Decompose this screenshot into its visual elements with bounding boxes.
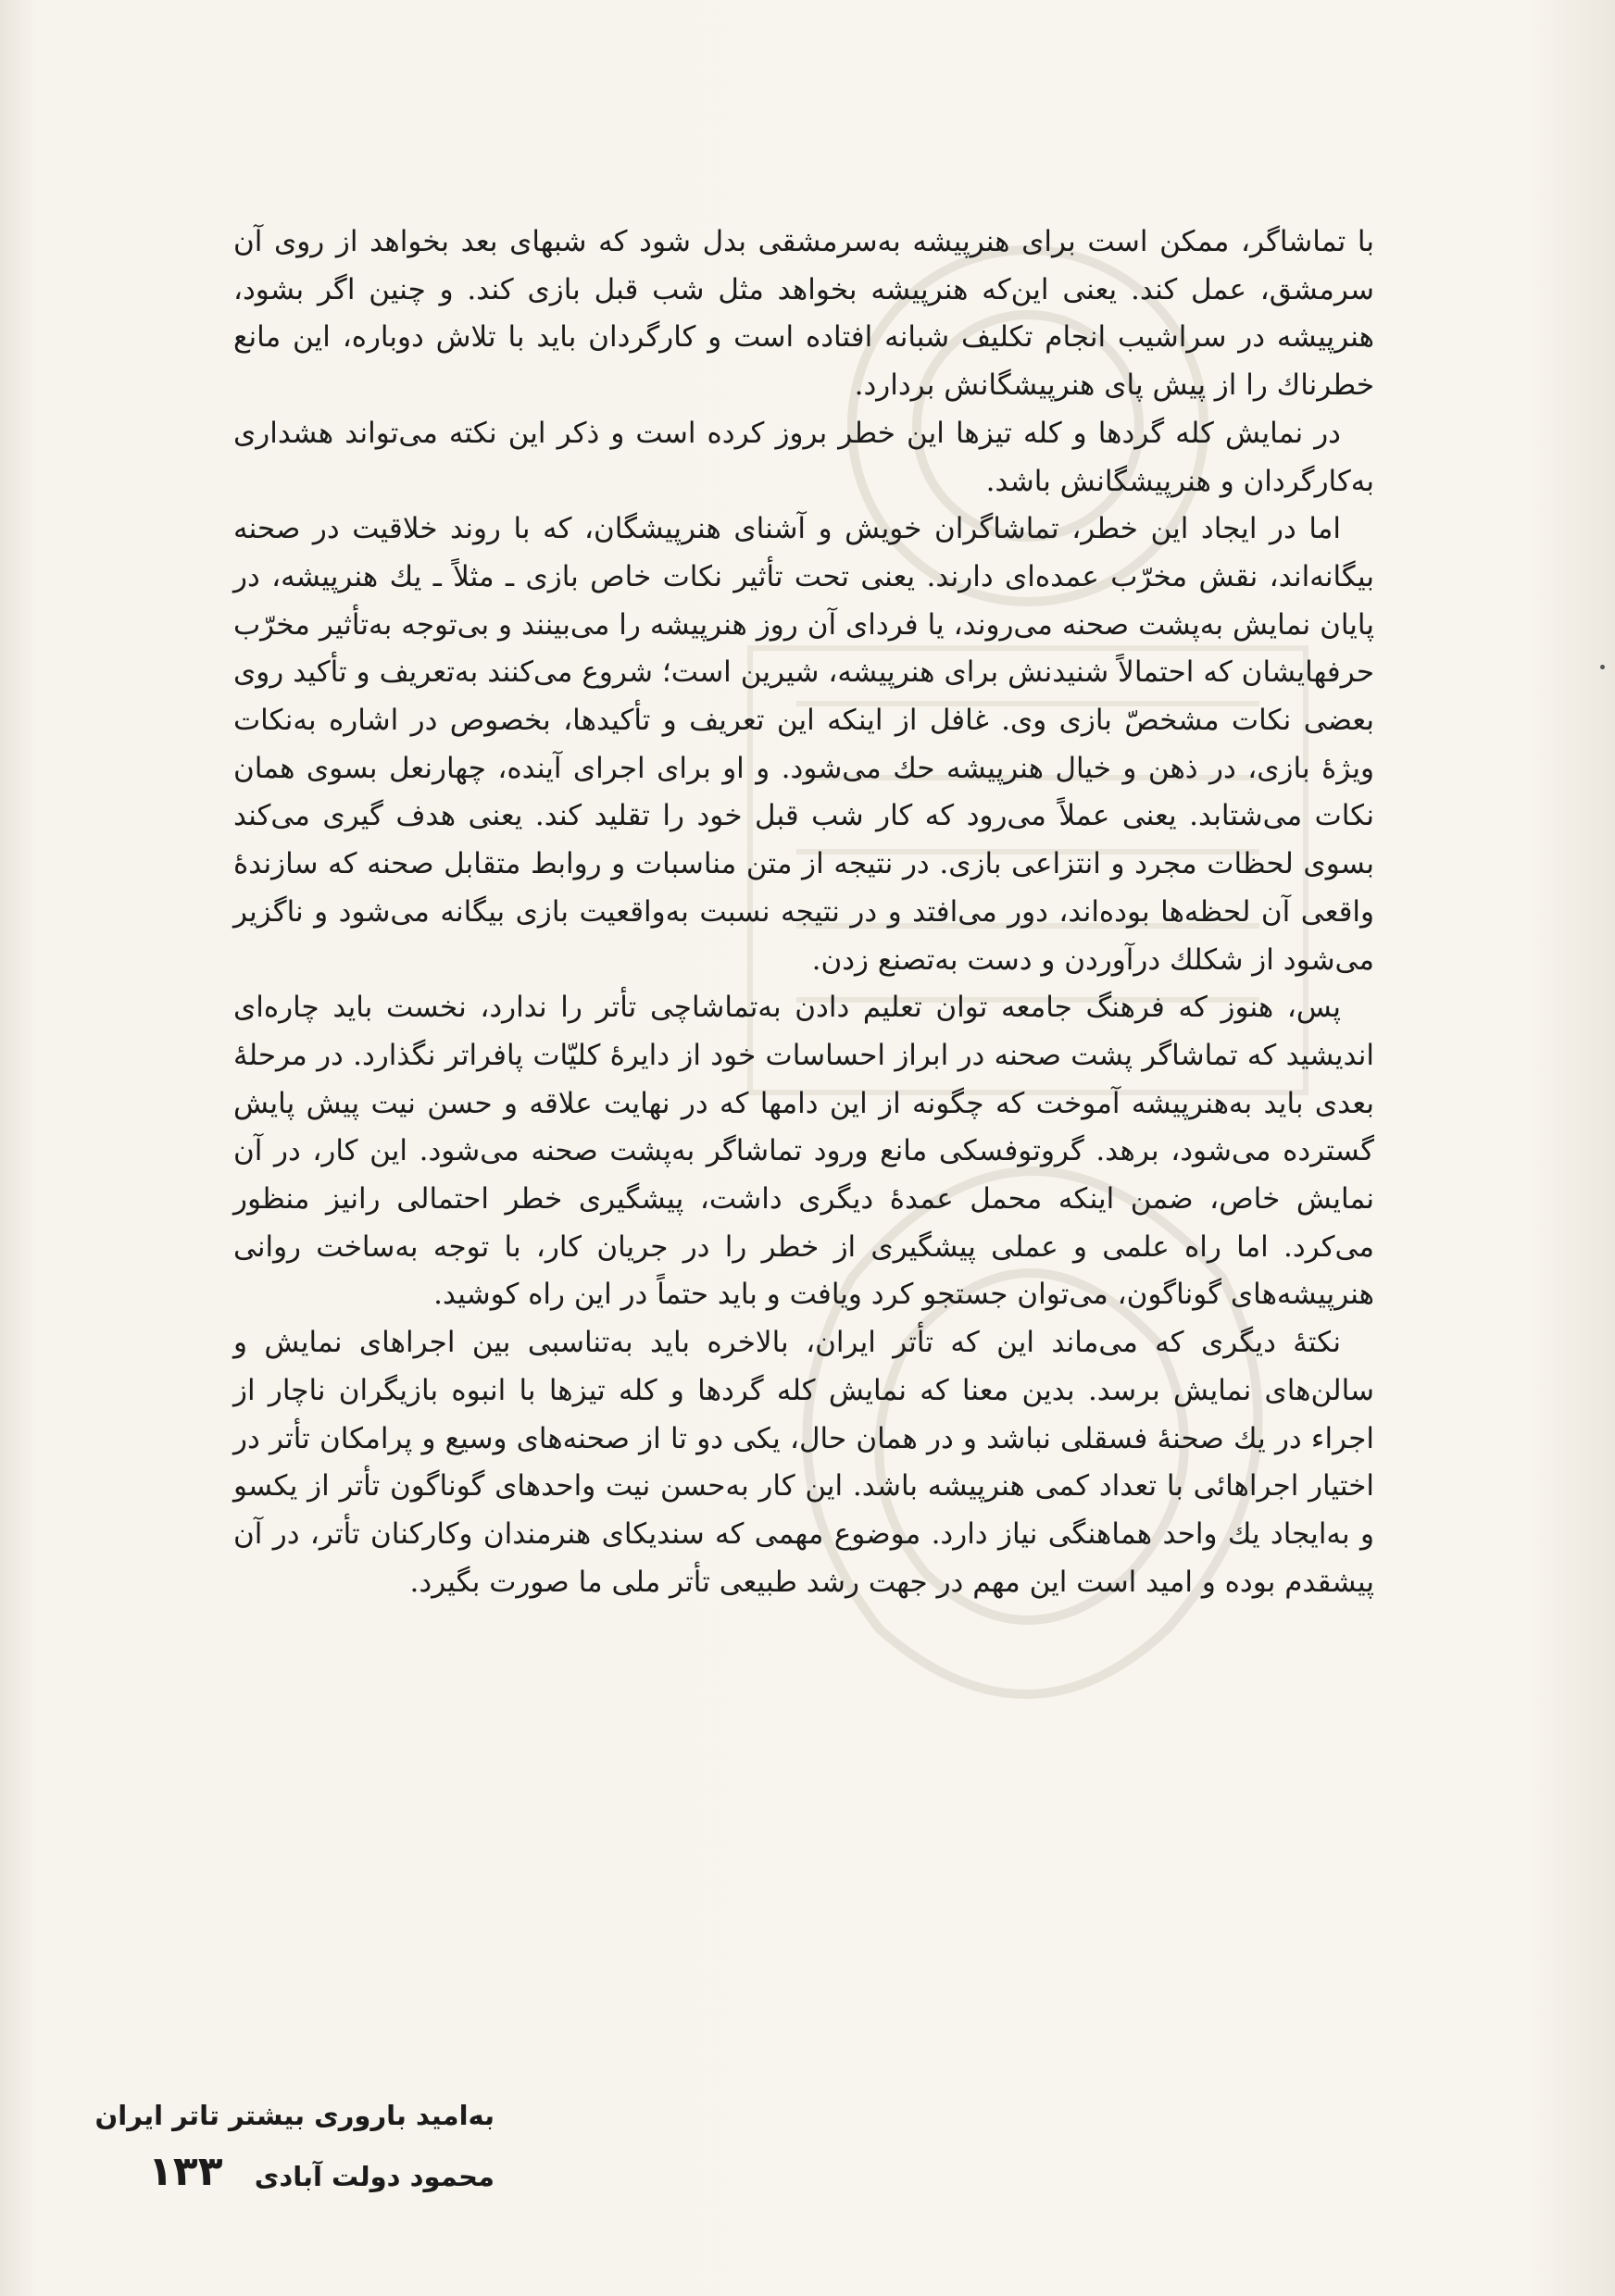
paragraph-4: پس، هنوز که فرهنگ جامعه توان تعلیم دادن به‌تماشاچی تأتر را ندارد، نخست باید چاره‌ای اندیشید که تماشاگر پشت صحنه در ابراز احساسات خود از دایرهٔ کلیّات پافراتر نگذارد. در مرحلهٔ بعدی باید به‌هنرپیشه آموخت که چگونه از این دامها که در نهایت علاقه و حسن نیت پیش پایش گسترده می‌شود، برهد. گروتوفسکی مانع ورود تماشاگر به‌پشت صحنه می‌شود. این کار، در آن نمایش خاص، ضمن اینکه محمل عمدهٔ دیگری داشت، پیشگیری خطر احتمالی رانیز منظور می‌کرد. اما راه علمی و عملی پیشگیری از خطر را در جریان کار، با توجه به‌ساخت روانی هنرپیشه‌های گوناگون، می‌توان جستجو کرد ویافت و باید حتماً در این راه کوشید. <box>233 991 1374 1312</box>
stray-ink-dot <box>1600 665 1605 669</box>
paragraph-1: با تماشاگر، ممکن است برای هنرپیشه به‌سرمشقی بدل شود که شبهای بعد بخواهد از روی آن سرمشق، عمل کند. یعنی این‌که هنرپیشه بخواهد مثل شب قبل بازی کند. و چنین اگر بشود، هنرپیشه در سراشیب انجام تکلیف شبانه افتاده است و کارگردان باید با تلاش دوباره، این مانع خطرناك را از پیش پای هنرپیشگانش بردارد. <box>233 225 1374 403</box>
paragraph-2: در نمایش کله گردها و کله تیزها این خطر بروز کرده است و ذکر این نکته می‌تواند هشداری به‌کارگردان و هنرپیشگانش باشد. <box>233 416 1374 498</box>
paragraph-3: اما در ایجاد این خطر، تماشاگران خویش و آشنای هنرپیشگان، که با روند خلاقیت در صحنه بیگانه‌اند، نقش مخرّب عمده‌ای دارند. یعنی تحت تأثیر نکات خاص بازی ـ مثلاً ـ یك هنرپیشه، در پایان نمایش به‌پشت صحنه می‌روند، یا فردای آن روز هنرپیشه را می‌بینند و بی‌توجه به‌تأثیر مخرّب حرفهایشان که احتمالاً شنیدنش برای هنرپیشه، شیرین است؛ شروع می‌کنند به‌تعریف و تأکید روی بعضی نکات مشخصّ بازی وی. غافل از اینکه این تعریف و تأکیدها، بخصوص در اشاره به‌نکات ویژهٔ بازی، در ذهن و خیال هنرپیشه حك می‌شود. و او برای اجرای آینده، چهارنعل بسوی همان نکات می‌شتابد. یعنی عملاً می‌رود که کار شب قبل خود را تقلید کند. یعنی هدف گیری می‌کند بسوی لحظات مجرد و انتزاعی بازی. در نتیجه از متن مناسبات و روابط متقابل صحنه که سازندهٔ واقعی آن لحظه‌ها بوده‌اند، دور می‌افتد و در نتیجه نسبت به‌واقعیت بازی بیگانه می‌شود و ناگزیر می‌شود از شکلك درآوردن و دست به‌تصنع زدن. <box>233 512 1374 977</box>
author-name: محمود دولت آبادی <box>254 2161 495 2192</box>
paragraph-5: نکتهٔ دیگری که می‌ماند این که تأتر ایران، بالاخره باید به‌تناسبی بین اجراهای نمایش و سالن‌های نمایش برسد. بدین معنا که نمایش کله گردها و کله تیزها با انبوه بازیگران ناچار از اجراء در یك صحنهٔ فسقلی نباشد و در همان حال، یکی دو تا از صحنه‌های وسیع و پرامکان تأتر در اختیار اجراهائی با تعداد کمی هنرپیشه باشد. این کار به‌حسن نیت واحدهای گوناگون تأتر از یکسو و به‌ایجاد یك واحد هماهنگی نیاز دارد. موضوع مهمی که سندیکای هنرمندان وکارکنان تأتر، در آن پیشقدم بوده و امید است این مهم در جهت رشد طبیعی تأتر ملی ما صورت بگیرد. <box>233 1326 1374 1599</box>
article-body <box>233 218 1374 1606</box>
page-number: ۱۳۳ <box>148 2148 223 2195</box>
closing-dedication: به‌امید باروری بیشتر تاتر ایران <box>94 2100 495 2131</box>
